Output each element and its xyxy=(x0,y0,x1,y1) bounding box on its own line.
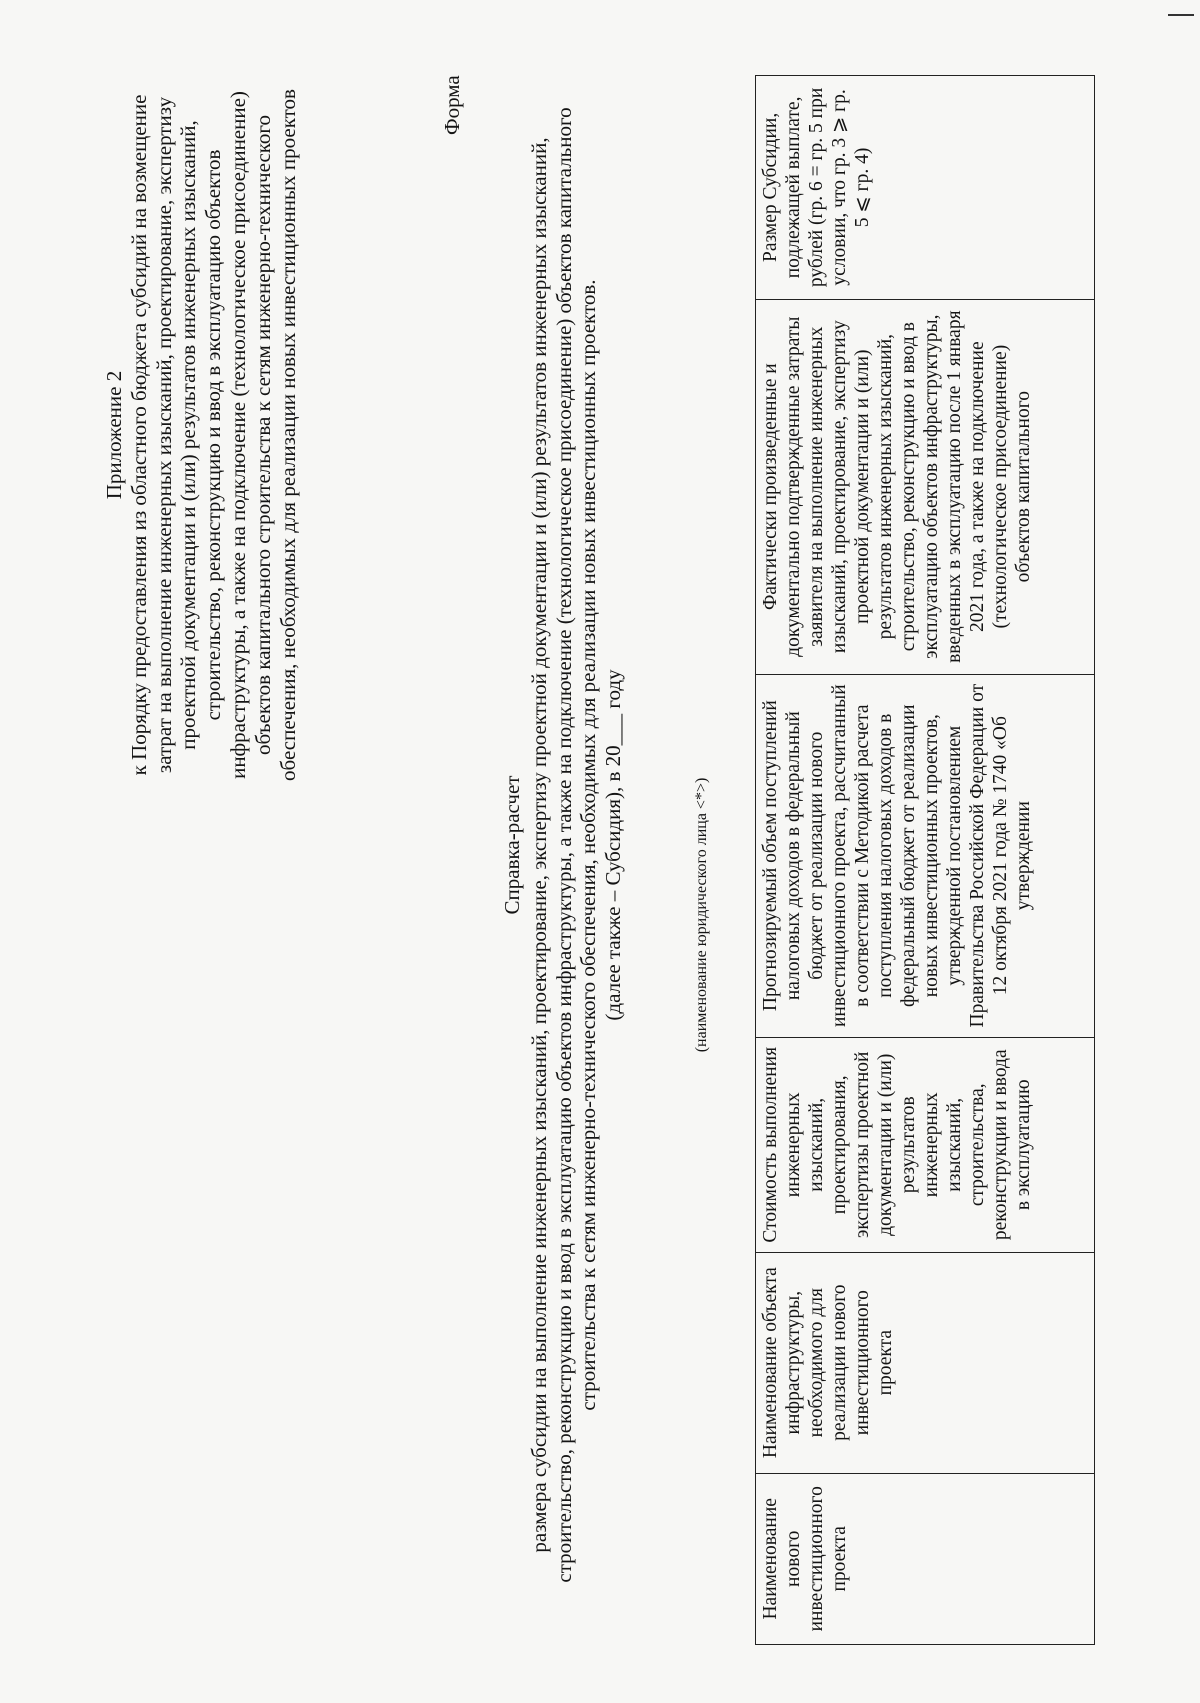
rotated-page xyxy=(10,35,1190,1675)
annex-header xyxy=(102,75,300,795)
annex-text: к Порядку предоставления из областного бюджета субсидий на возмещение затрат на выполнение инженерных изысканий, проектирование, экспертизу проектной документации и (или) результатов инженерных изысканий, строительство, реконструкцию и ввод в эксплуатацию объектов инфраструктуры, а также на подключение (технологическое присоединение) объектов капитального строительства к сетям инженерно-технического обеспечения, необходимых для реализации новых инвестиционных проектов xyxy=(126,89,300,781)
column-header-2: Наименование объекта инфраструктуры, необходимого для реализации нового инвестиционного проекта xyxy=(756,1252,1095,1473)
column-header-1: Наименование нового инвестиционного проекта xyxy=(756,1473,1095,1644)
form-label: Форма xyxy=(440,75,464,135)
annex-title: Приложение 2 xyxy=(102,370,126,500)
column-header-3: Стоимость выполнения инженерных изысканий, проектирования, экспертизы проектной документации и (или) результатов инженерных изысканий, строительства, реконструкции и ввода в эксплуатацию xyxy=(756,1037,1095,1252)
column-header-6: Размер Субсидии, подлежащей выплате, рублей (гр. 6 = гр. 5 при условии, что гр. 3 ⩾ гр. 5 ⩽ гр. 4) xyxy=(756,76,1095,300)
scan-edge-mark xyxy=(1168,14,1194,16)
table-header-row xyxy=(756,76,1095,1645)
column-header-4: Прогнозируемый объем поступлений налоговых доходов в федеральный бюджет от реализации нового инвестиционного проекта, рассчитанный в соответствии с Методикой расчета поступления налоговых доходов в федеральный бюджет от реализации новых инвестиционных проектов, утвержденной постановлением Правительства Российской Федерации от 12 октября 2021 года № 1740 «Об утверждении xyxy=(756,674,1095,1037)
document-caption: Справка-расчет xyxy=(500,775,524,915)
calculation-table xyxy=(755,75,1095,1645)
document-heading xyxy=(500,105,626,1585)
legal-entity-hint: (наименование юридического лица <*>) xyxy=(693,777,710,1053)
column-header-5: Фактически произведенные и документально подтвержденные затраты заявителя на выполнение инженерных изысканий, проектирование, экспертизу проектной документации и (или) результатов инженерных изысканий, строительство, реконструкцию и ввод в эксплуатацию объектов инфраструктуры, введенных в эксплуатацию после 1 января 2021 года, а также на подключение (технологическое присоединение) объектов капитального xyxy=(756,299,1095,674)
document-period: (далее также – Субсидия), в 20___ году xyxy=(601,669,626,1021)
document-body: размера субсидии на выполнение инженерных изысканий, проектирование, экспертизу проектной документации и (или) результатов инженерных изысканий, строительство, реконструкцию и ввод в эксплуатацию объектов инфраструктуры, а также на подключение (технологическое присоединение) объектов капитального строительства к сетям инженерно-технического обеспечения, необходимых для реализации новых инвестиционных проектов. xyxy=(526,107,601,1583)
